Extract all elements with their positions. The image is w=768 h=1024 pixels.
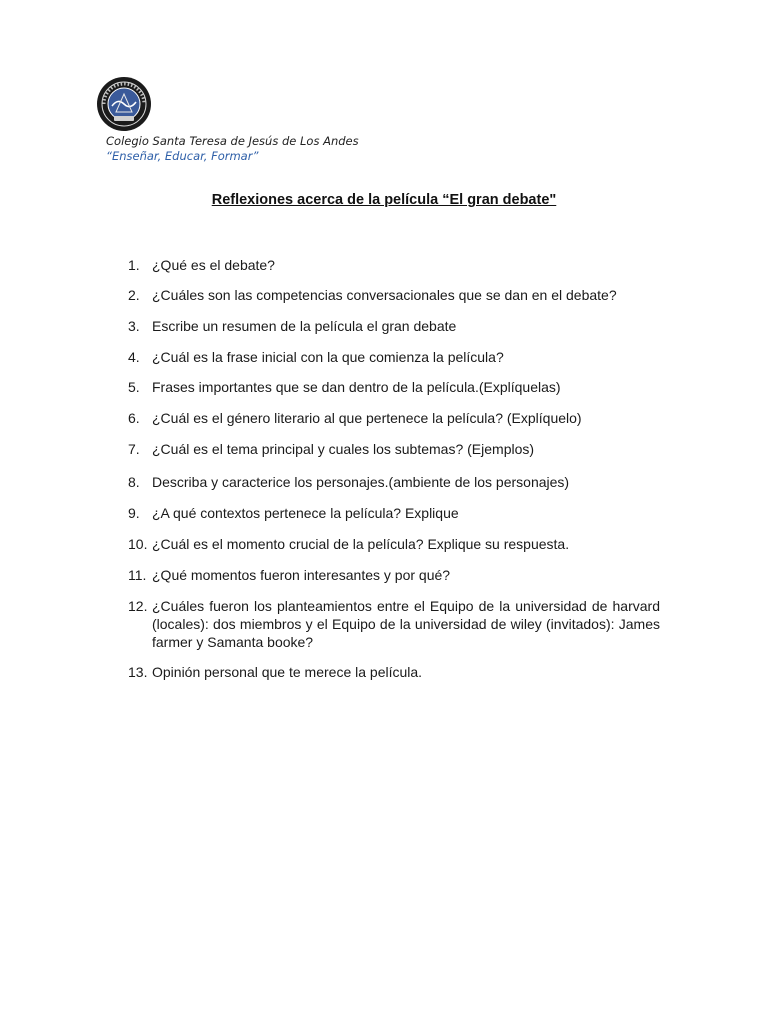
question-text: ¿Qué es el debate? bbox=[152, 257, 275, 273]
list-item bbox=[128, 535, 660, 553]
question-number: 9. bbox=[128, 505, 140, 521]
question-number: 11. bbox=[128, 567, 147, 583]
school-name: Colegio Santa Teresa de Jesús de Los Andes bbox=[106, 134, 359, 148]
question-text: ¿A qué contextos pertenece la película? Explique bbox=[152, 505, 459, 521]
list-item bbox=[128, 348, 660, 366]
question-number: 7. bbox=[128, 441, 140, 457]
list-item bbox=[128, 286, 660, 304]
question-text: ¿Cuál es la frase inicial con la que comienza la película? bbox=[152, 349, 504, 365]
list-item bbox=[128, 597, 660, 651]
document-title: Reflexiones acerca de la película “El gran debate" bbox=[211, 192, 557, 208]
list-item bbox=[128, 504, 660, 522]
question-number: 12. bbox=[128, 598, 148, 614]
question-text: ¿Cuáles fueron los planteamientos entre el Equipo de la universidad de harvard (locales): dos miembros y el Equipo de la universidad de wiley (invitados): James farmer y Samanta booke? bbox=[152, 598, 660, 650]
question-text: Opinión personal que te merece la película. bbox=[152, 664, 423, 680]
list-item bbox=[128, 663, 660, 681]
question-text: ¿Cuál es el momento crucial de la película? Explique su respuesta. bbox=[152, 536, 570, 552]
question-number: 1. bbox=[128, 257, 140, 273]
question-number: 4. bbox=[128, 349, 140, 365]
list-item bbox=[128, 409, 660, 427]
question-number: 3. bbox=[128, 318, 140, 334]
list-item bbox=[128, 256, 660, 274]
question-text: Escribe un resumen de la película el gran debate bbox=[152, 318, 457, 334]
question-text: ¿Cuál es el tema principal y cuales los subtemas? (Ejemplos) bbox=[152, 441, 535, 457]
question-text: ¿Qué momentos fueron interesantes y por qué? bbox=[152, 567, 451, 583]
school-header bbox=[106, 134, 359, 164]
question-number: 10. bbox=[128, 536, 148, 552]
question-text: ¿Cuáles son las competencias conversacionales que se dan en el debate? bbox=[152, 287, 617, 303]
question-number: 5. bbox=[128, 379, 140, 395]
question-text: Frases importantes que se dan dentro de la película.(Explíquelas) bbox=[152, 379, 561, 395]
question-number: 2. bbox=[128, 287, 140, 303]
list-item bbox=[128, 566, 660, 584]
school-motto: “Enseñar, Educar, Formar” bbox=[106, 149, 259, 163]
list-item bbox=[128, 317, 660, 335]
list-item bbox=[128, 378, 660, 396]
question-number: 8. bbox=[128, 474, 140, 490]
school-crest-logo bbox=[96, 76, 152, 132]
question-number: 13. bbox=[128, 664, 148, 680]
list-item bbox=[128, 473, 660, 491]
list-item bbox=[128, 440, 660, 458]
question-text: Describa y caracterice los personajes.(ambiente de los personajes) bbox=[152, 474, 570, 490]
question-number: 6. bbox=[128, 410, 140, 426]
question-text: ¿Cuál es el género literario al que pertenece la película? (Explíquelo) bbox=[152, 410, 582, 426]
